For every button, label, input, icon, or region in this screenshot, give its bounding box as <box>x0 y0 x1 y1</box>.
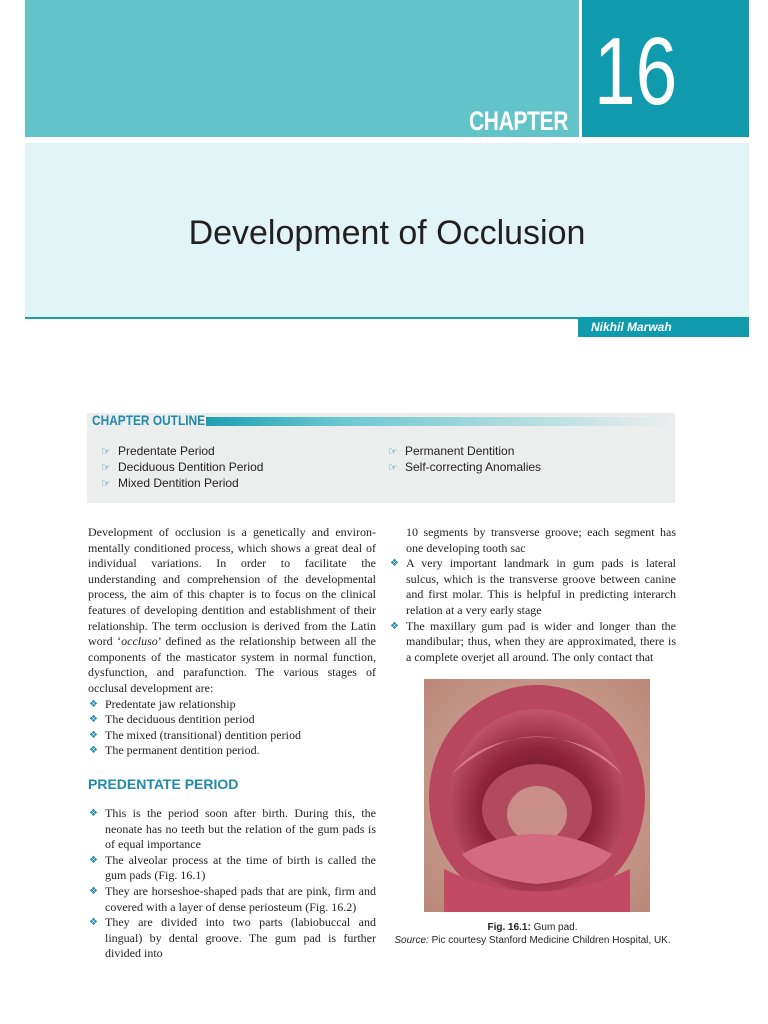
outline-item[interactable]: ☞ Predentate Period <box>101 444 215 458</box>
pointing-hand-icon: ☞ <box>388 446 398 458</box>
section-heading-predentate: PREDENTATE PERIOD <box>88 776 239 792</box>
outline-title: CHAPTER OUTLINE <box>92 412 206 428</box>
list-item: ❖ The permanent dentition period. <box>89 743 260 758</box>
continued-text: 10 segments by transverse groove; each segment has one developing tooth sac <box>406 525 676 555</box>
list-item: ❖ A very important landmark in gum pads is lateral sulcus, which is the transverse groove between canine and first molar. This is helpful in predicting interarch relation at a very early stage <box>390 556 676 617</box>
outline-list-left <box>101 443 263 491</box>
list-item: ❖ They are divided into two parts (labiobuccal and lingual) by dental groove. The gum pad is further divided into <box>89 915 376 961</box>
pointing-hand-icon: ☞ <box>101 462 111 474</box>
chapter-label: CHAPTER <box>468 106 568 136</box>
caption-line <box>389 921 676 934</box>
intro-column <box>88 525 376 759</box>
diamond-bullet-icon: ❖ <box>89 698 98 710</box>
diamond-bullet-icon: ❖ <box>390 620 399 632</box>
intro-paragraph: Development of occlusion is a genetically and environmentally conditioned process, which shows a great deal of individual variations. In order to facilitate the understanding and comprehension of the developmental process, the aim of this chapter is to focus on the clinical features of developing dentition and establishment of their relationship. The term occlusion is derived from the Latin word ‘occluso’ defined as the relationship between all the components of the masticator system in normal function, dysfunction, and parafunction. The various stages of occlusal development are: <box>88 525 376 695</box>
outline-item[interactable]: ☞ Self-correcting Anomalies <box>388 460 542 474</box>
list-item: ❖ The deciduous dentition period <box>89 712 255 727</box>
diamond-bullet-icon: ❖ <box>390 558 399 570</box>
list-item: ❖ The mixed (transitional) dentition period <box>89 727 301 742</box>
stages-list <box>88 697 376 759</box>
chapter-title: Development of Occlusion <box>188 214 586 252</box>
list-item: ❖ Predentate jaw relationship <box>89 696 236 711</box>
pointing-hand-icon: ☞ <box>101 478 111 490</box>
list-item: ❖ The alveolar process at the time of birth is called the gum pads (Fig. 16.1) <box>89 852 376 883</box>
list-item: ❖ This is the period soon after birth. During this, the neonate has no teeth but the relation of the gum pads is of equal importance <box>89 806 376 852</box>
figure-source: Source: Pic courtesy Stanford Medicine Children Hospital, UK. <box>394 935 671 946</box>
right-column <box>389 525 676 665</box>
diamond-bullet-icon: ❖ <box>89 917 98 929</box>
diamond-bullet-icon: ❖ <box>89 745 98 757</box>
predentate-list <box>88 806 376 962</box>
figure-label: Fig. 16.1: <box>487 922 531 933</box>
pointing-hand-icon: ☞ <box>388 462 398 474</box>
outline-list-right <box>388 443 541 475</box>
list-item: ❖ The maxillary gum pad is wider and longer than the mandibular; thus, when they are approximated, there is a complete overjet all around. The only contact that <box>390 618 676 664</box>
predentate-list-continued <box>389 556 676 665</box>
diamond-bullet-icon: ❖ <box>89 854 98 866</box>
figure-caption-text: Gum pad. <box>533 922 578 933</box>
list-item: ❖ They are horseshoe-shaped pads that are pink, firm and covered with a layer of dense periosteum (Fig. 16.2) <box>89 883 376 914</box>
outline-item[interactable]: ☞ Deciduous Dentition Period <box>101 460 264 474</box>
outline-item[interactable]: ☞ Mixed Dentition Period <box>101 476 239 490</box>
diamond-bullet-icon: ❖ <box>89 729 98 741</box>
diamond-bullet-icon: ❖ <box>89 885 98 897</box>
predentate-column <box>88 806 376 962</box>
gum-pad-photo <box>424 679 650 912</box>
figure-caption <box>389 921 676 947</box>
author-name: Nikhil Marwah <box>578 317 749 337</box>
diamond-bullet-icon: ❖ <box>89 714 98 726</box>
diamond-bullet-icon: ❖ <box>89 808 98 819</box>
chapter-number: 16 <box>594 18 678 125</box>
outline-item[interactable]: ☞ Permanent Dentition <box>388 444 515 458</box>
outline-gradient-bar <box>206 417 672 426</box>
gum-pad-illustration <box>424 679 650 912</box>
pointing-hand-icon: ☞ <box>101 446 111 458</box>
